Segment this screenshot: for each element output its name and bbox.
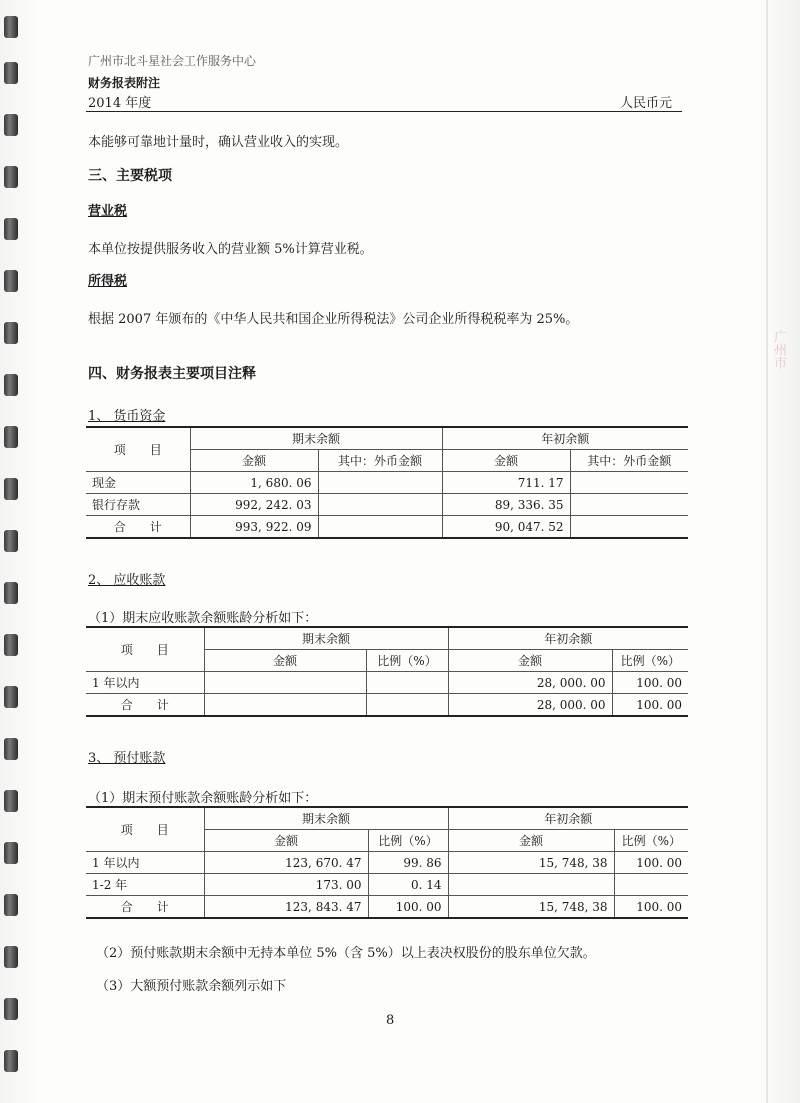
col-begin-amount: 金额 xyxy=(442,450,570,472)
row-label: 1 年以内 xyxy=(86,672,204,694)
cell-begin-fx xyxy=(570,472,688,494)
item-2-subtitle: （1）期末应收账款余额账龄分析如下： xyxy=(88,611,318,626)
spiral-binding xyxy=(0,0,30,1103)
row-label: 现金 xyxy=(86,472,190,494)
table-row-total xyxy=(86,516,688,539)
col-end-header: 期末余额 xyxy=(204,807,448,830)
item-1-heading: 1、 货币资金 xyxy=(88,409,166,424)
cell-end-ratio: 99. 86 xyxy=(368,852,448,874)
seal-stamp: 广州市 xyxy=(771,330,786,369)
col-begin-ratio: 比例（%） xyxy=(614,830,688,852)
row-label: 合 计 xyxy=(86,516,190,539)
cell-begin-ratio: 100. 00 xyxy=(614,896,688,919)
col-end-amount: 金额 xyxy=(204,830,368,852)
table-row-total xyxy=(86,694,688,717)
item-3-subtitle: （1）期末预付账款余额账龄分析如下： xyxy=(88,791,318,806)
col-begin-fx: 其中：外币金额 xyxy=(570,450,688,472)
col-end-amount: 金额 xyxy=(204,650,366,672)
cell-begin: 90, 047. 52 xyxy=(442,516,570,539)
cell-begin-ratio: 100. 00 xyxy=(612,694,688,717)
col-end-fx: 其中：外币金额 xyxy=(318,450,442,472)
header-doc-title: 财务报表附注 xyxy=(88,76,161,90)
cell-begin: 89, 336. 35 xyxy=(442,494,570,516)
header-divider xyxy=(86,111,682,112)
item-3-heading: 3、 预付账款 xyxy=(88,751,166,766)
cell-begin: 15, 748, 38 xyxy=(448,896,614,919)
cell-end: 173. 00 xyxy=(204,874,368,896)
cell-begin-fx xyxy=(570,516,688,539)
cell-end xyxy=(204,694,366,717)
cell-begin: 15, 748, 38 xyxy=(448,852,614,874)
col-begin-amount: 金额 xyxy=(448,650,612,672)
continuation-text: 本能够可靠地计量时，确认营业收入的实现。 xyxy=(88,135,349,150)
col-begin-header: 年初余额 xyxy=(442,427,688,450)
receivables-table xyxy=(86,626,688,717)
cell-end: 123, 843. 47 xyxy=(204,896,368,919)
row-label: 1-2 年 xyxy=(86,874,204,896)
table-row xyxy=(86,472,688,494)
col-begin-header: 年初余额 xyxy=(448,807,688,830)
cell-begin xyxy=(448,874,614,896)
business-tax-text: 本单位按提供服务收入的营业额 5%计算营业税。 xyxy=(88,242,373,257)
cell-end: 1, 680. 06 xyxy=(190,472,318,494)
table-row xyxy=(86,874,688,896)
cash-table xyxy=(86,426,688,539)
cell-begin: 28, 000. 00 xyxy=(448,672,612,694)
section-3-heading: 三、主要税项 xyxy=(88,168,172,184)
business-tax-heading: 营业税 xyxy=(88,204,128,219)
col-item-header: 项 目 xyxy=(86,627,204,672)
page-number: 8 xyxy=(386,1013,395,1028)
cell-end-fx xyxy=(318,472,442,494)
income-tax-text: 根据 2007 年颁布的《中华人民共和国企业所得税法》公司企业所得税税率为 25%。 xyxy=(88,312,579,327)
table-row-total xyxy=(86,896,688,919)
table-row xyxy=(86,672,688,694)
table-row xyxy=(86,494,688,516)
cell-end: 992, 242. 03 xyxy=(190,494,318,516)
header-currency: 人民币元 xyxy=(620,96,673,111)
row-label: 银行存款 xyxy=(86,494,190,516)
col-item-header: 项 目 xyxy=(86,427,190,472)
cell-begin-ratio: 100. 00 xyxy=(612,672,688,694)
row-label: 1 年以内 xyxy=(86,852,204,874)
col-end-ratio: 比例（%） xyxy=(368,830,448,852)
section-4-heading: 四、财务报表主要项目注释 xyxy=(88,366,256,382)
cell-begin-ratio xyxy=(614,874,688,896)
item-2-heading: 2、 应收账款 xyxy=(88,573,166,588)
cell-end: 123, 670. 47 xyxy=(204,852,368,874)
col-end-header: 期末余额 xyxy=(190,427,442,450)
prepayments-table xyxy=(86,806,688,919)
table-row xyxy=(86,852,688,874)
col-begin-amount: 金额 xyxy=(448,830,614,852)
cell-end-ratio: 0. 14 xyxy=(368,874,448,896)
income-tax-heading: 所得税 xyxy=(88,274,128,289)
cell-begin: 711. 17 xyxy=(442,472,570,494)
cell-begin-ratio: 100. 00 xyxy=(614,852,688,874)
col-begin-header: 年初余额 xyxy=(448,627,688,650)
col-item-header: 项 目 xyxy=(86,807,204,852)
row-label: 合 计 xyxy=(86,694,204,717)
page-edge xyxy=(766,0,768,1103)
cell-begin: 28, 000. 00 xyxy=(448,694,612,717)
row-label: 合 计 xyxy=(86,896,204,919)
cell-end-fx xyxy=(318,494,442,516)
cell-end-ratio: 100. 00 xyxy=(368,896,448,919)
note-2-text: （2）预付账款期末余额中无持本单位 5%（含 5%）以上表决权股份的股东单位欠款。 xyxy=(96,946,596,961)
col-begin-ratio: 比例（%） xyxy=(612,650,688,672)
cell-end-ratio xyxy=(366,694,448,717)
cell-end xyxy=(204,672,366,694)
header-org: 广州市北斗星社会工作服务中心 xyxy=(88,54,257,68)
col-end-amount: 金额 xyxy=(190,450,318,472)
col-end-header: 期末余额 xyxy=(204,627,448,650)
cell-end-fx xyxy=(318,516,442,539)
cell-end-ratio xyxy=(366,672,448,694)
col-end-ratio: 比例（%） xyxy=(366,650,448,672)
cell-end: 993, 922. 09 xyxy=(190,516,318,539)
note-3-text: （3）大额预付账款余额列示如下 xyxy=(96,979,287,994)
cell-begin-fx xyxy=(570,494,688,516)
header-year: 2014 年度 xyxy=(88,96,152,111)
